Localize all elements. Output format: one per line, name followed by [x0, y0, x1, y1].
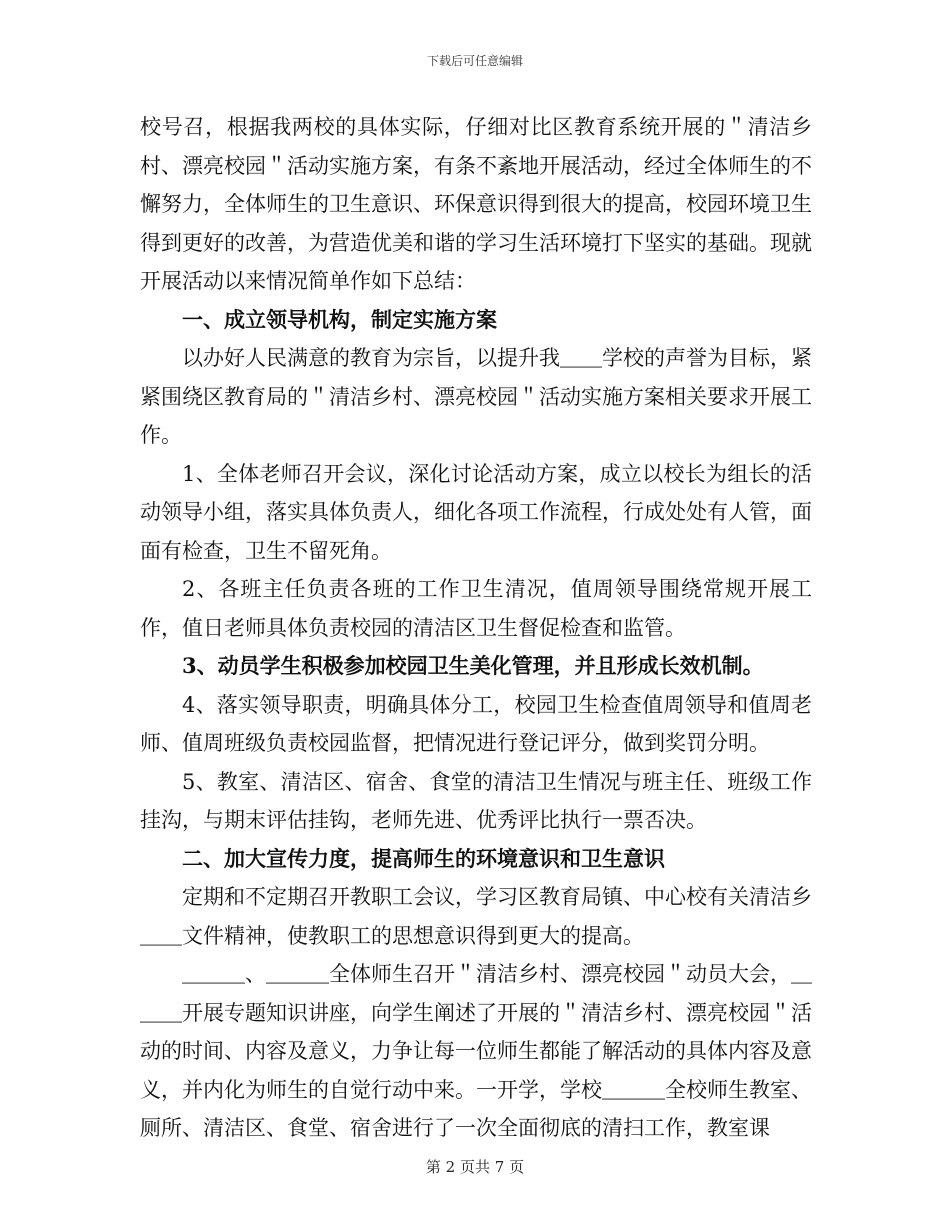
list-item-3: 3、动员学生积极参加校园卫生美化管理，并且形成长效机制。 — [182, 653, 764, 678]
document-body — [140, 108, 812, 1148]
list-item-5: 5、教室、清洁区、宿舍、食堂的清洁卫生情况与班主任、班级工作挂沟，与期末评估挂钩，老师先进、优秀评比执行一票否决。 — [140, 769, 812, 832]
page-number-footer: 第 2 页共 7 页 — [425, 1158, 525, 1176]
paragraph-meetings: 定期和不定期召开教职工会议，学习区教育局镇、中心校有关清洁乡＿＿文件精神，使教职工的思想意识得到更大的提高。 — [140, 885, 812, 948]
paragraph-mobilization: ＿＿＿、＿＿＿全体师生召开＂清洁乡村、漂亮校园＂动员大会，＿＿＿开展专题知识讲座，向学生阐述了开展的＂清洁乡村、漂亮校园＂活动的时间、内容及意义，力争让每一位师生都能了解活动的具体内容及意义，并内化为师生的自觉行动中来。一开学，学校＿＿＿全校师生教室、厕所、清洁区、食堂、宿舍进行了一次全面彻底的清扫工作，教室课 — [140, 962, 812, 1140]
list-item-1: 1、全体老师召开会议，深化讨论活动方案，成立以校长为组长的活动领导小组，落实具体负责人，细化各项工作流程，行成处处有人管，面面有检查，卫生不留死角。 — [140, 461, 812, 563]
paragraph-intro: 校号召，根据我两校的具体实际，仔细对比区教育系统开展的＂清洁乡村、漂亮校园＂活动实施方案，有条不紊地开展活动，经过全体师生的不懈努力，全体师生的卫生意识、环保意识得到很大的提高，校园环境卫生得到更好的改善，为营造优美和谐的学习生活环境打下坚实的基础。现就开展活动以来情况简单作如下总结： — [140, 115, 812, 293]
list-item-4: 4、落实领导职责，明确具体分工，校园卫生检查值周领导和值周老师、值周班级负责校园监督，把情况进行登记评分，做到奖罚分明。 — [140, 692, 812, 755]
section-heading-1: 一、成立领导机构，制定实施方案 — [182, 306, 497, 332]
section-heading-2: 二、加大宣传力度，提高师生的环境意识和卫生意识 — [182, 845, 665, 871]
list-item-2: 2、各班主任负责各班的工作卫生清况，值周领导围绕常规开展工作，值日老师具体负责校园的清洁区卫生督促检查和监管。 — [140, 577, 812, 640]
paragraph-purpose: 以办好人民满意的教育为宗旨，以提升我＿＿学校的声誉为目标，紧紧围绕区教育局的＂清洁乡村、漂亮校园＂活动实施方案相关要求开展工作。 — [140, 346, 812, 447]
page-header: 下载后可任意编辑 — [426, 54, 523, 68]
